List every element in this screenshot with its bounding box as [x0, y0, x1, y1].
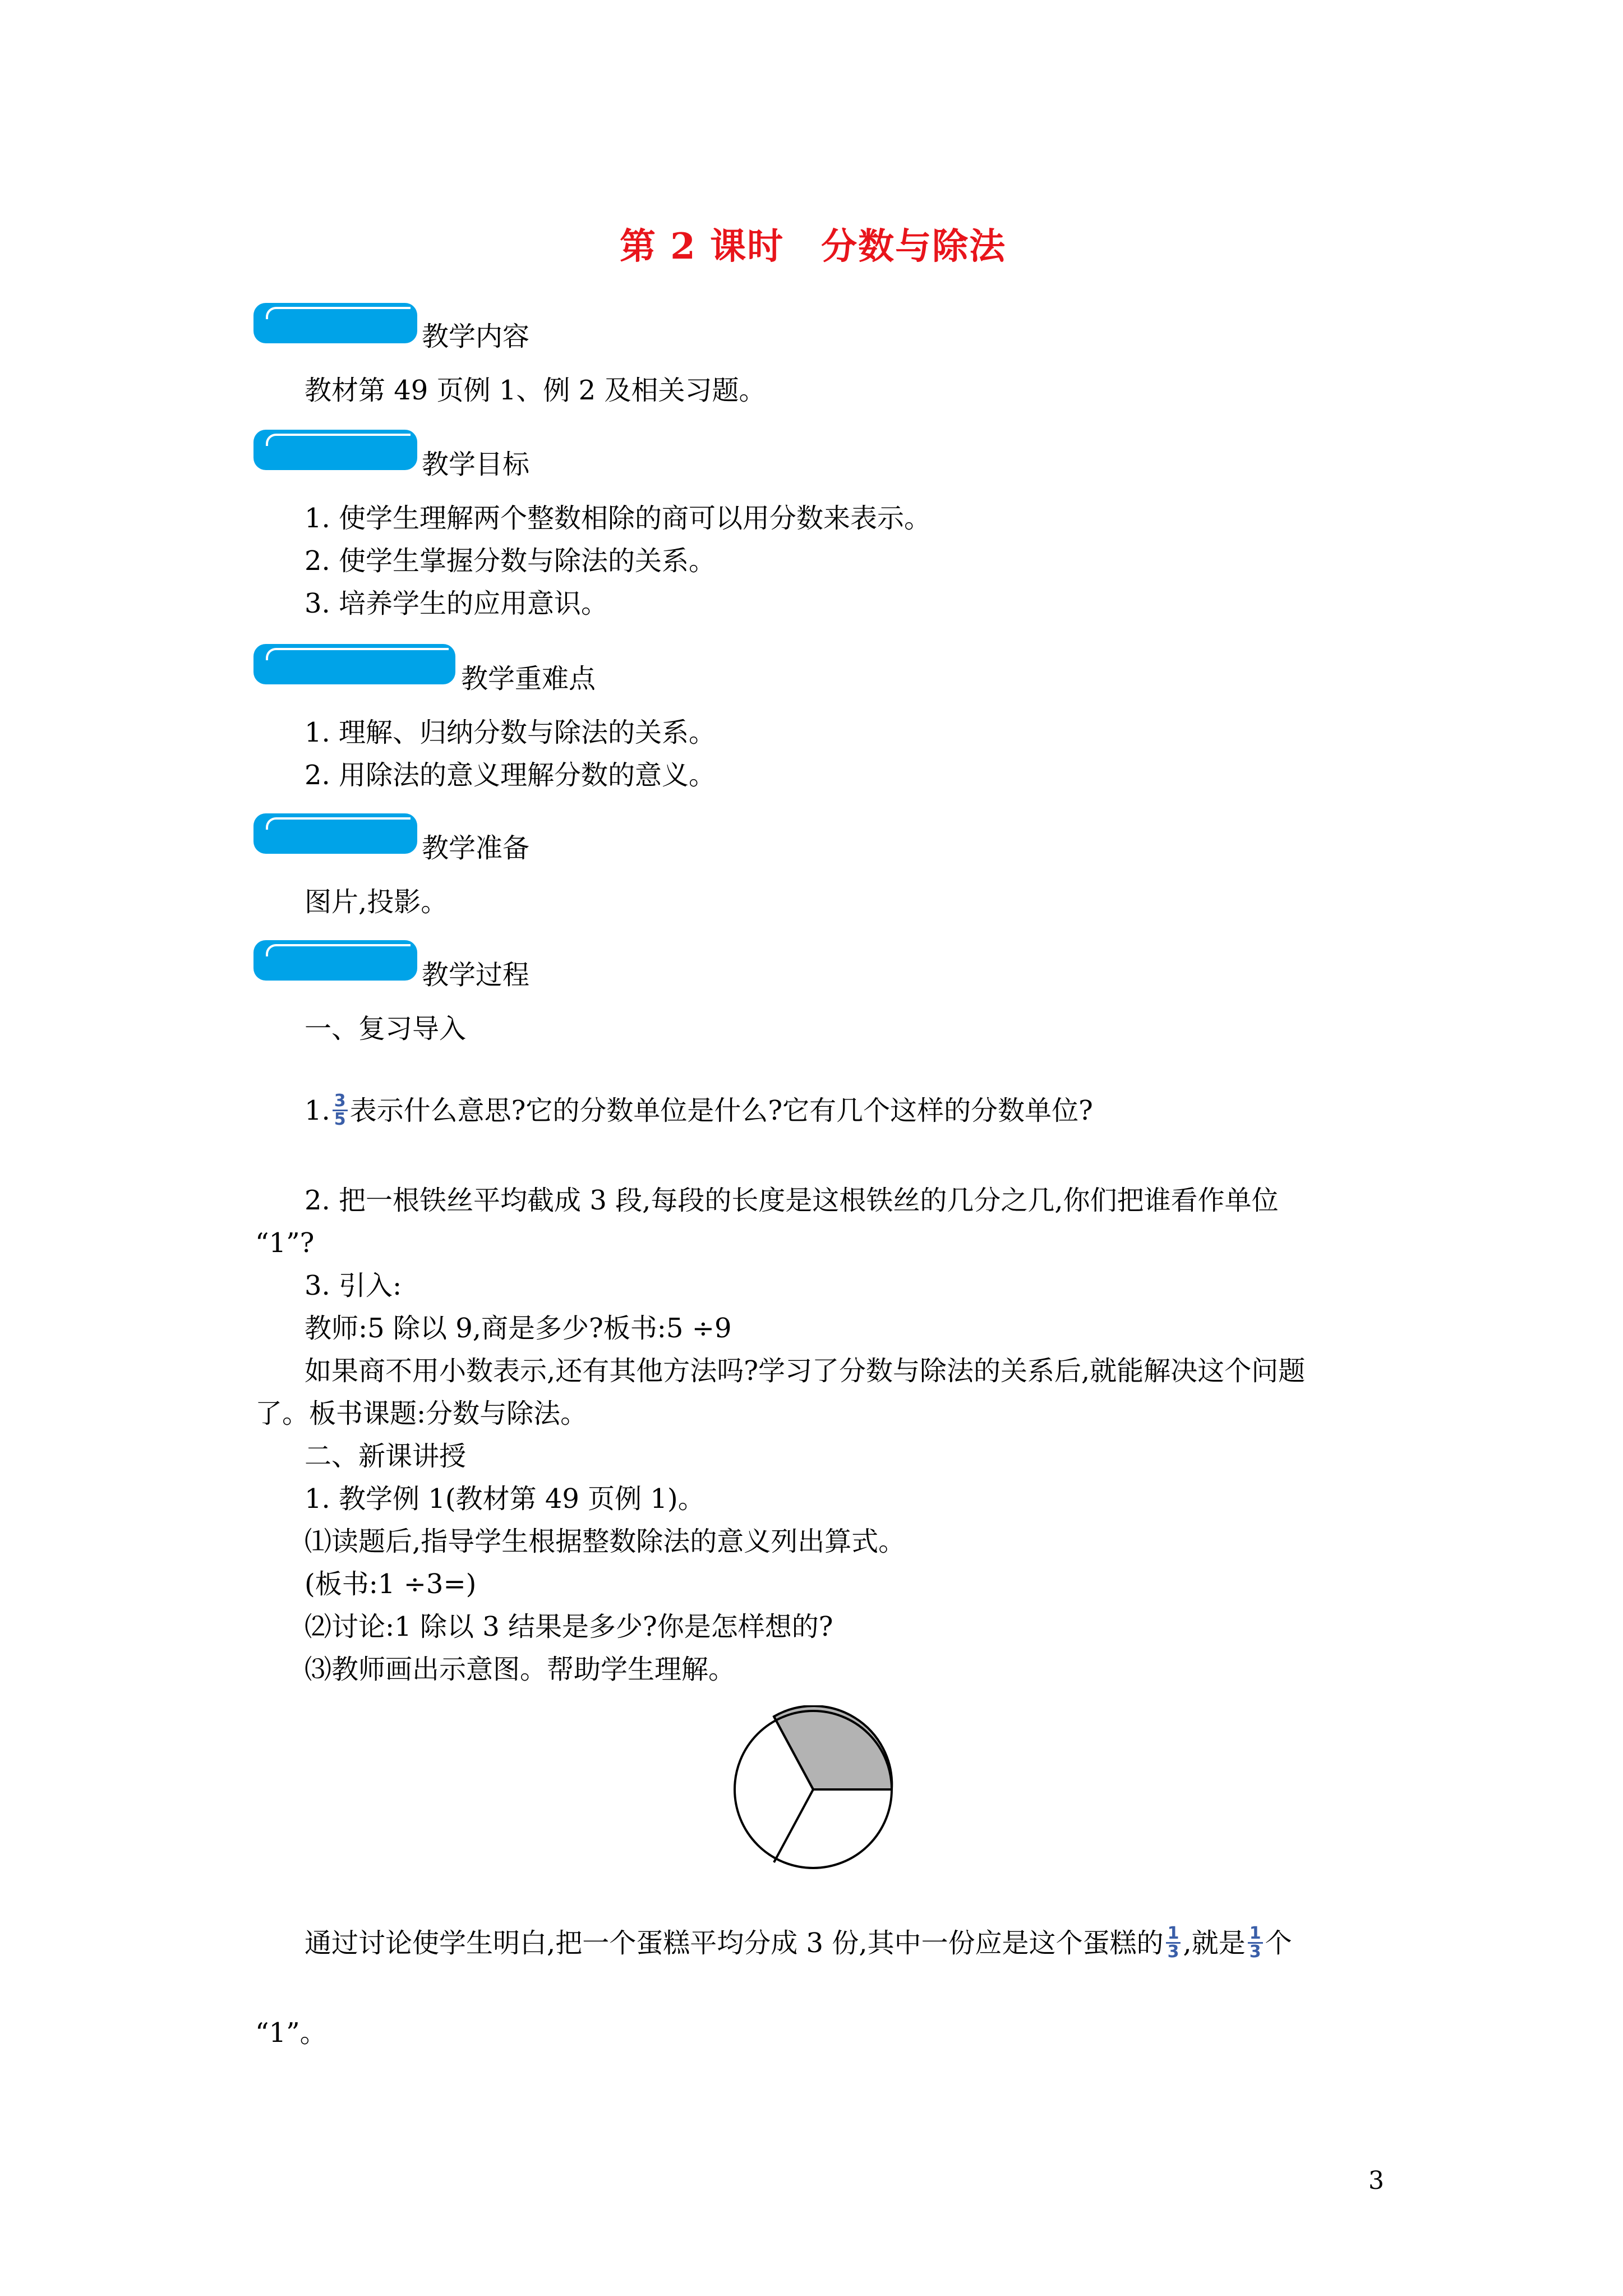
fraction-1-3 — [1248, 1925, 1263, 1961]
intro-line-1: 如果商不用小数表示,还有其他方法吗?学习了分数与除法的关系后,就能解决这个问题 — [305, 1355, 1306, 1387]
fraction-numerator: 1 — [1248, 1925, 1263, 1944]
pie-diagram — [729, 1705, 897, 1874]
page-number: 3 — [1368, 2166, 1384, 2195]
key-point-item: 1. 理解、归纳分数与除法的关系。 — [305, 717, 716, 748]
preparation-text: 图片,投影。 — [305, 886, 448, 918]
example-1-line: 1. 教学例 1(教材第 49 页例 1)。 — [305, 1483, 705, 1515]
page-title: 第 2 课时 分数与除法 — [620, 226, 1007, 268]
content-text: 教材第 49 页例 1、例 2 及相关习题。 — [305, 375, 766, 406]
step-3-line: ⑶教师画出示意图。帮助学生理解。 — [305, 1654, 736, 1685]
conclusion-text-b: ,就是 — [1183, 1927, 1246, 1959]
fraction-3-5 — [333, 1093, 348, 1128]
conclusion-text-a: 通过讨论使学生明白,把一个蛋糕平均分成 3 份,其中一份应是这个蛋糕的 — [305, 1927, 1164, 1959]
section-heading-content: 教学内容 — [422, 321, 530, 352]
goal-item: 3. 培养学生的应用意识。 — [305, 588, 608, 619]
q1-text: 表示什么意思?它的分数单位是什么?它有几个这样的分数单位? — [349, 1094, 1093, 1126]
review-question-3: 3. 引入: — [305, 1270, 402, 1301]
conclusion-text-c: 个 — [1265, 1927, 1292, 1959]
section-badge-goals — [253, 430, 417, 470]
teacher-line: 教师:5 除以 9,商是多少?板书:5 ÷9 — [305, 1313, 732, 1344]
section-badge-key-points — [253, 644, 455, 684]
step-1-line: ⑴读题后,指导学生根据整数除法的意义列出算式。 — [305, 1526, 906, 1557]
review-question-2-line1: 2. 把一根铁丝平均截成 3 段,每段的长度是这根铁丝的几分之几,你们把谁看作单位 — [305, 1185, 1279, 1216]
fraction-denominator: 5 — [334, 1110, 346, 1129]
section-badge-preparation — [253, 813, 417, 854]
review-question-1 — [305, 1093, 1093, 1128]
section-heading-process: 教学过程 — [422, 959, 530, 991]
section-badge-content — [253, 303, 417, 343]
intro-line-2: 了。板书课题:分数与除法。 — [255, 1398, 588, 1429]
review-question-2-line2: “1”? — [255, 1227, 315, 1259]
goal-item: 1. 使学生理解两个整数相除的商可以用分数来表示。 — [305, 503, 932, 534]
fraction-numerator: 3 — [333, 1093, 348, 1111]
fraction-denominator: 3 — [1167, 1942, 1179, 1962]
pie-divider — [774, 1789, 813, 1862]
section-heading-goals: 教学目标 — [422, 449, 530, 480]
section-badge-process — [253, 940, 417, 981]
conclusion-line-1 — [305, 1925, 1292, 1961]
board-line: (板书:1 ÷3=) — [305, 1568, 477, 1600]
section-heading-key-points: 教学重难点 — [461, 663, 596, 694]
step-2-line: ⑵讨论:1 除以 3 结果是多少?你是怎样想的? — [305, 1611, 833, 1642]
q1-prefix: 1. — [305, 1094, 330, 1126]
new-lesson-heading: 二、新课讲授 — [305, 1441, 467, 1472]
conclusion-line-2: “1”。 — [255, 2017, 327, 2049]
key-point-item: 2. 用除法的意义理解分数的意义。 — [305, 760, 716, 791]
goal-item: 2. 使学生掌握分数与除法的关系。 — [305, 545, 716, 577]
section-heading-preparation: 教学准备 — [422, 832, 530, 864]
fraction-denominator: 3 — [1249, 1942, 1261, 1962]
review-heading: 一、复习导入 — [305, 1013, 467, 1045]
fraction-numerator: 1 — [1166, 1925, 1181, 1944]
fraction-1-3 — [1166, 1925, 1181, 1961]
